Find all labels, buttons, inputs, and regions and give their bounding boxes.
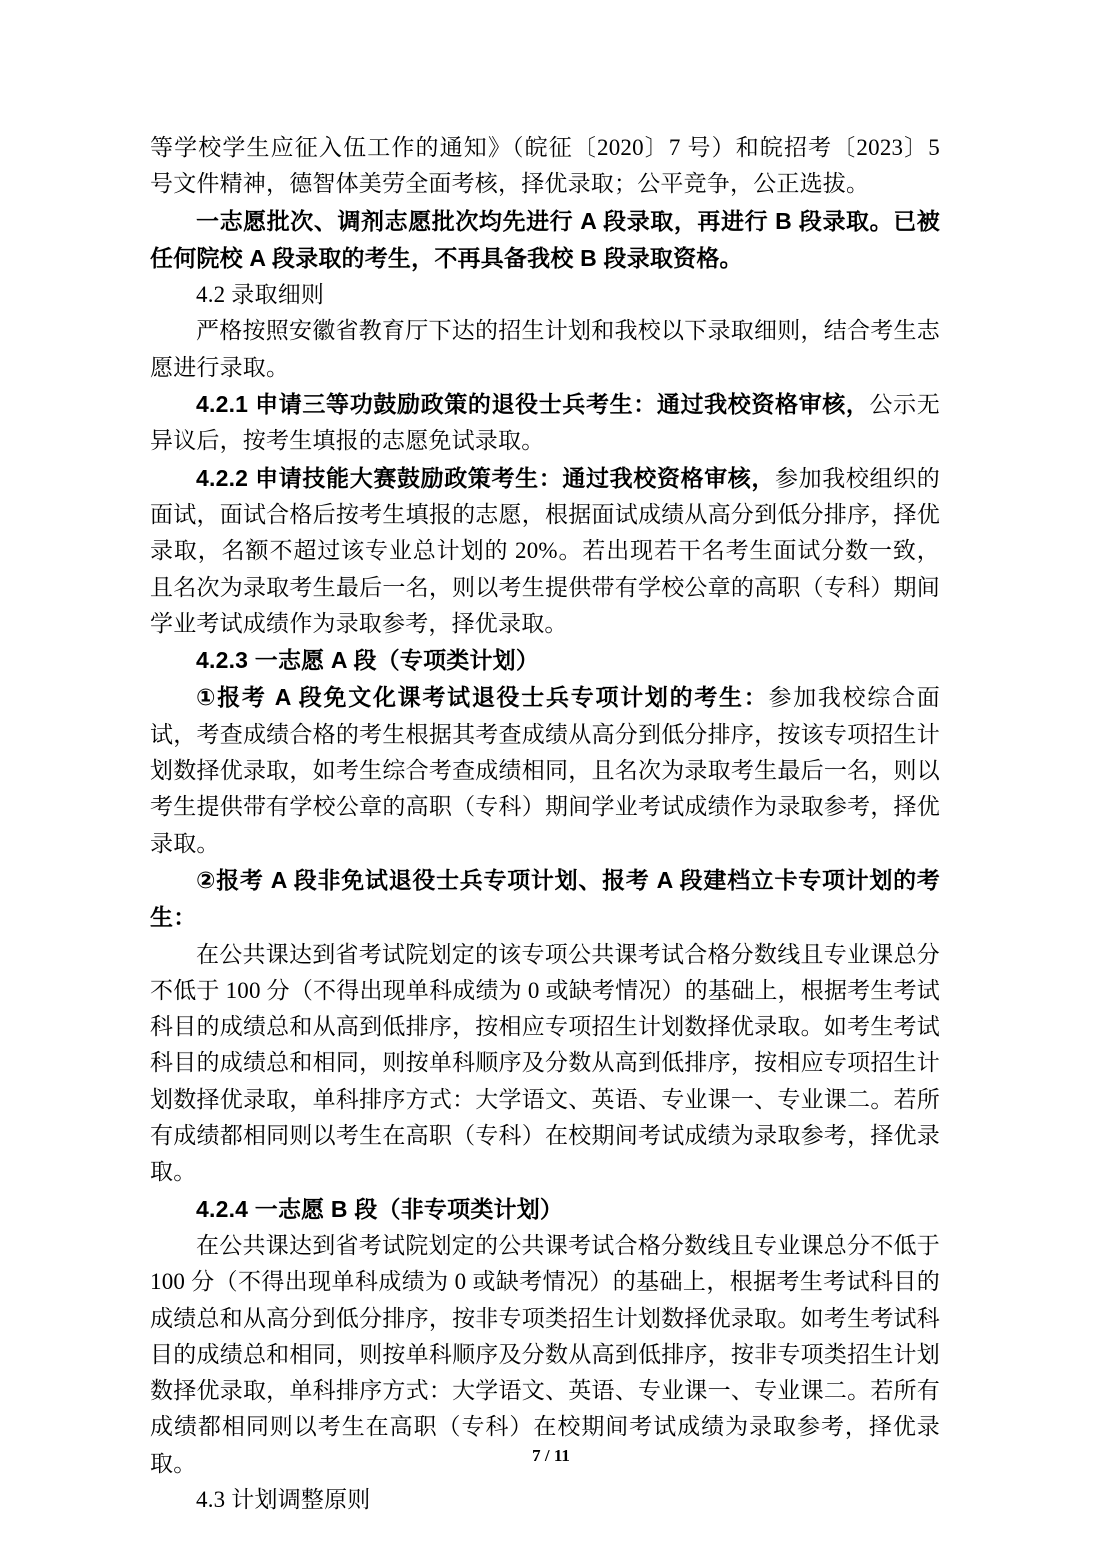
paragraph-2 [150,203,940,278]
text-segment: 参加我校组织的面试，面试合格后按考生填报的志愿，根据面试成绩从高分到低分排序，择优录取，名额不超过该专业总计划的 20%。若出现若干名考生面试分数一致，且名次为录取考生最后一名，则以考生提供带有学校公章的高职（专科）期间学业考试成绩作为录取参考，择优录取。 [150,465,940,636]
bold-text-segment: ①报考 A 段免文化课考试退役士兵专项计划的考生： [196,684,769,711]
bold-text-segment: ②报考 A 段非免试退役士兵专项计划、报考 A 段建档立卡专项计划的考生： [150,866,940,931]
paragraph-5 [150,386,940,460]
paragraph-7 [150,642,940,679]
bold-text-segment: 一志愿批次、调剂志愿批次均先进行 A 段录取，再进行 B 段录取。已被任何院校 A 段录取的考生，不再具备我校 B 段录取资格。 [150,207,940,271]
paragraph-3 [150,277,940,313]
text-segment: 在公共课达到省考试院划定的公共课考试合格分数线且专业课总分不低于 100 分（不得出现单科成绩为 0 或缺考情况）的基础上，根据考生考试科目的成绩总和从高分到低分排序，按非专项类招生计划数择优录取。如考生考试科目的成绩总和相同，则按单科顺序及分数从高到低排序，按非专项类招生计划数择优录取，单科排序方式：大学语文、英语、专业课一、专业课二。若所有成绩都相同则以考生在高职（专科）在校期间考试成绩为录取参考，择优录取。 [150,1232,940,1476]
paragraph-6 [150,460,940,642]
text-segment: 参加我校综合面试，考查成绩合格的考生根据其考查成绩从高分到低分排序，按该专项招生计划数择优录取，如考生综合考查成绩相同，且名次为录取考生最后一名，则以考生提供带有学校公章的高职（专科）期间学业考试成绩作为录取参考，择优录取。 [150,685,941,856]
paragraph-4 [150,313,940,386]
paragraph-1 [150,130,940,203]
bold-text-segment: 4.2.4 一志愿 B 段（非专项类计划） [196,1195,564,1222]
page-number: 7 / 11 [532,1446,570,1465]
text-segment: 4.2 录取细则 [196,282,325,308]
text-segment: 公示无异议后，按考生填报的志愿免试录取。 [150,392,940,454]
paragraph-13 [150,1482,940,1518]
text-segment: 严格按照安徽省教育厅下达的招生计划和我校以下录取细则，结合考生志愿进行录取。 [150,318,940,380]
paragraph-11 [150,1191,940,1228]
paragraph-8 [150,679,940,861]
text-segment: 在公共课达到省考试院划定的该专项公共课考试合格分数线且专业课总分不低于 100 分（不得出现单科成绩为 0 或缺考情况）的基础上，根据考生考试科目的成绩总和从高到低排序，按相应专项招生计划数择优录取。如考生考试科目的成绩总和相同，则按单科顺序及分数从高到低排序，按相应专项招生计划数择优录取，单科排序方式：大学语文、英语、专业课一、专业课二。若所有成绩都相同则以考生在高职（专科）在校期间考试成绩为录取参考，择优录取。 [150,941,940,1185]
text-segment: 等学校学生应征入伍工作的通知》（皖征〔2020〕7 号）和皖招考〔2023〕5 号文件精神，德智体美劳全面考核，择优录取；公平竞争，公正选拔。 [150,135,940,197]
paragraph-9 [150,862,940,937]
paragraph-10 [150,937,940,1191]
bold-text-segment: 4.2.1 申请三等功鼓励政策的退役士兵考生：通过我校资格审核， [196,391,870,418]
paragraph-12 [150,1228,940,1482]
bold-text-segment: 4.2.2 申请技能大赛鼓励政策考生：通过我校资格审核， [196,464,776,491]
text-segment: 4.3 计划调整原则 [196,1486,371,1512]
bold-text-segment: 4.2.3 一志愿 A 段（专项类计划） [196,647,540,674]
document-body [150,130,940,1518]
